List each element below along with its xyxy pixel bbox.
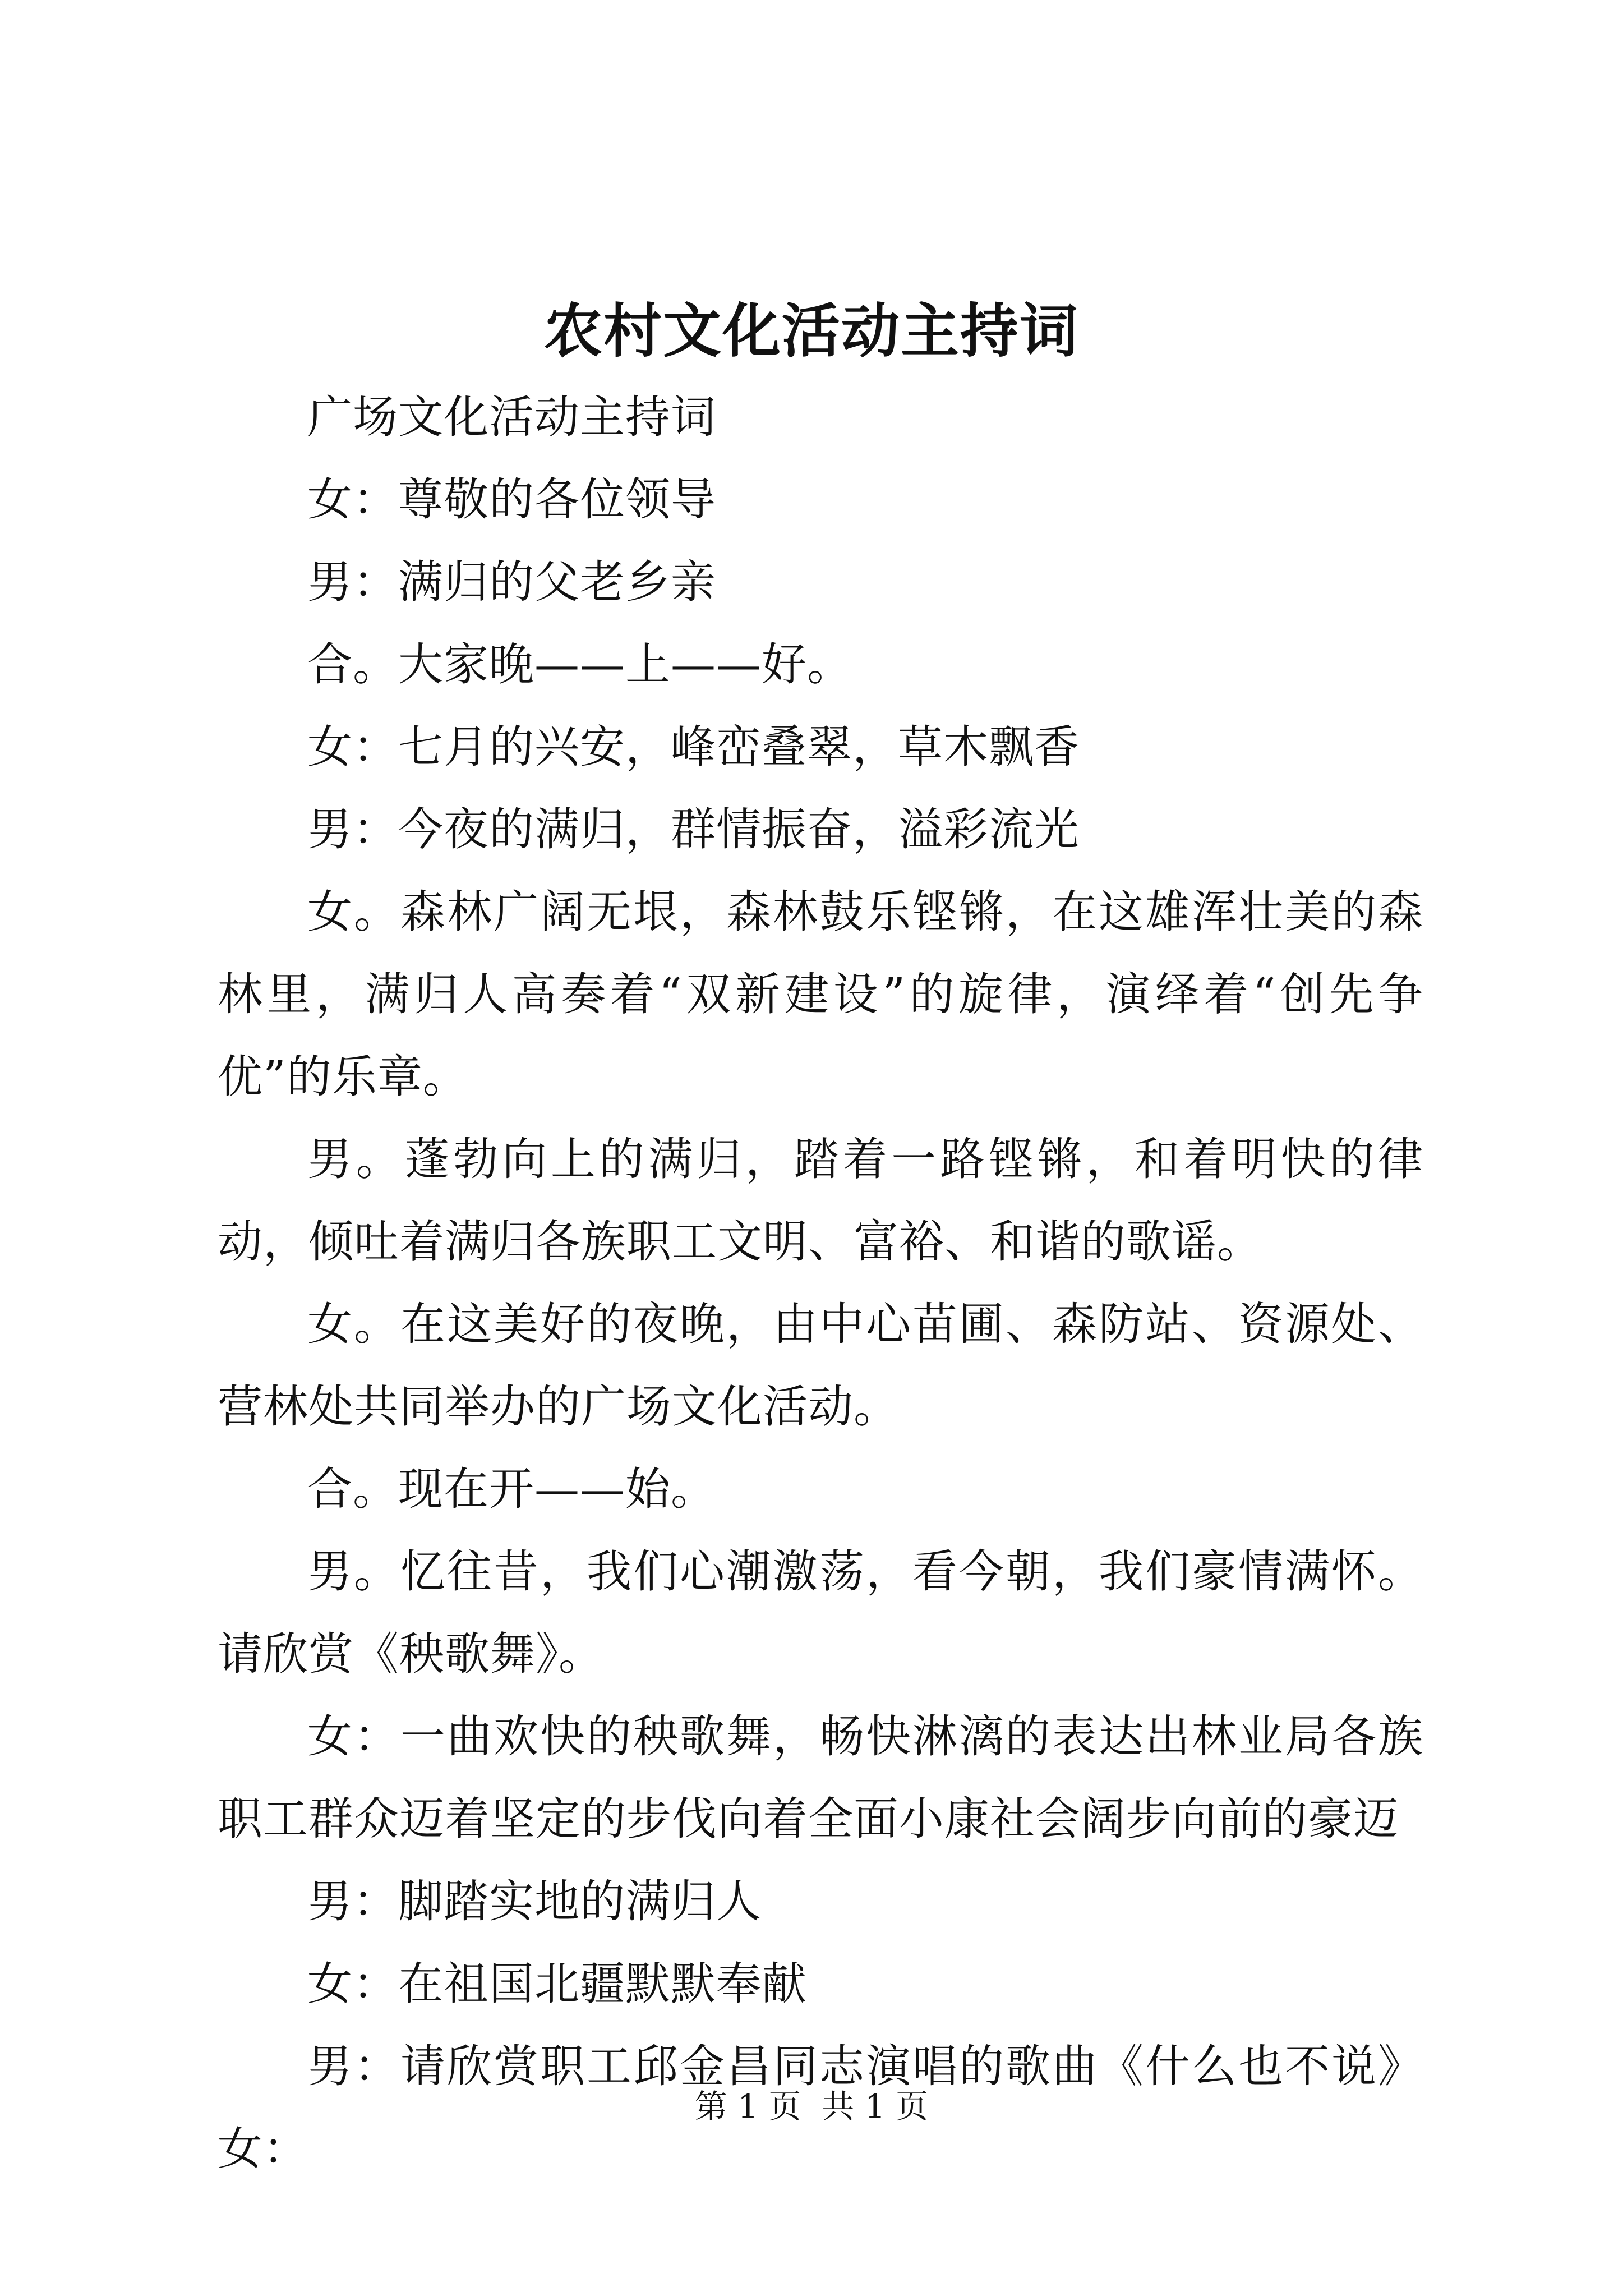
paragraph: 女：在祖国北疆默默奉献 <box>307 1958 807 2010</box>
page-total: 共 1 页 <box>822 2087 929 2125</box>
paragraph: 男。忆往昔，我们心潮激荡，看今朝，我们豪情满怀。请欣赏《秧歌舞》。 <box>218 1545 1423 1680</box>
document-body <box>218 376 1423 2190</box>
paragraph: 男：今夜的满归，群情振奋，溢彩流光 <box>307 803 1080 855</box>
paragraph: 女：尊敬的各位领导 <box>307 473 716 526</box>
document-title: 农村文化活动主持词 <box>543 296 1079 365</box>
paragraph: 男。蓬勃向上的满归，踏着一路铿锵，和着明快的律动，倾吐着满归各族职工文明、富裕、和谐的歌谣。 <box>218 1133 1423 1268</box>
paragraph: 广场文化活动主持词 <box>307 391 716 443</box>
page-footer <box>0 2081 1623 2132</box>
paragraph: 男：脚踏实地的满归人 <box>307 1875 762 1927</box>
paragraph: 女。在这美好的夜晚，由中心苗圃、森防站、资源处、营林处共同举办的广场文化活动。 <box>218 1298 1423 1433</box>
page-number: 第 1 页 <box>694 2087 801 2125</box>
paragraph: 合。现在开——始。 <box>307 1463 716 1515</box>
paragraph: 合。大家晚——上——好。 <box>307 638 852 691</box>
paragraph: 男：请欣赏职工邱金昌同志演唱的歌曲《什么也不说》女： <box>218 2040 1423 2175</box>
footer-separator <box>801 2087 822 2125</box>
paragraph: 女：一曲欢快的秧歌舞，畅快淋漓的表达出林业局各族职工群众迈着坚定的步伐向着全面小康社会阔步向前的豪迈 <box>218 1710 1423 1845</box>
paragraph: 女。森林广阔无垠，森林鼓乐铿锵，在这雄浑壮美的森林里，满归人高奏着“双新建设”的旋律，演绎着“创先争优”的乐章。 <box>218 886 1423 1103</box>
paragraph: 男：满归的父老乡亲 <box>307 556 716 608</box>
paragraph: 女：七月的兴安，峰峦叠翠，草木飘香 <box>307 721 1080 773</box>
